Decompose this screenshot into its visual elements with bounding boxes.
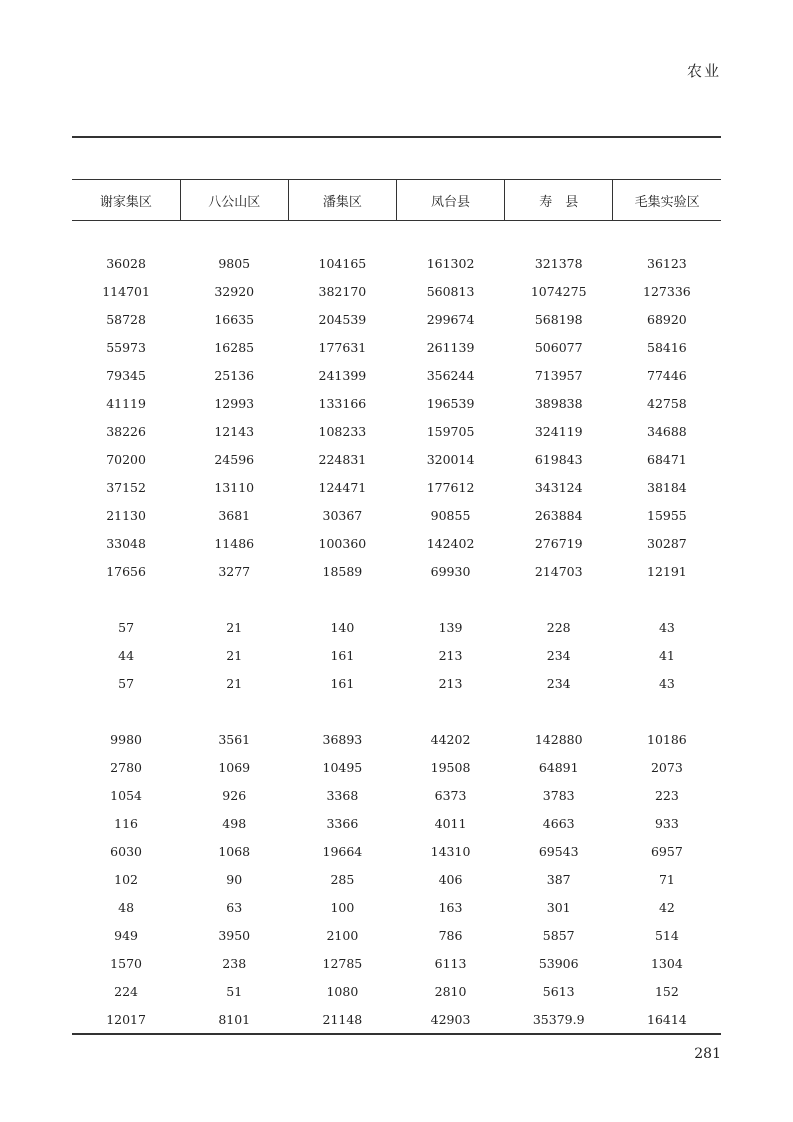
- table-cell: 2100: [326, 927, 359, 943]
- table-cell: 36893: [322, 731, 363, 747]
- column-header-maoji: 毛集实验区: [613, 180, 721, 221]
- table-cell: 79345: [106, 367, 146, 383]
- table-cell: 12993: [214, 395, 255, 411]
- table-cell: 19664: [322, 843, 363, 859]
- table-cell: 43: [658, 675, 675, 691]
- table-cell: 6957: [650, 843, 683, 859]
- table-cell: 177612: [426, 479, 475, 495]
- table-cell: 238: [222, 955, 247, 971]
- table-row: [72, 865, 721, 893]
- table-cell: 234: [546, 675, 571, 691]
- table-row: [72, 529, 721, 557]
- table-cell: 42: [658, 899, 675, 915]
- table-cell: 69930: [430, 563, 471, 579]
- table-row: [72, 445, 721, 473]
- table-cell: 299674: [426, 311, 475, 327]
- table-cell: 57: [118, 675, 135, 691]
- chapter-title: 农业: [686, 62, 721, 80]
- table-cell: 263884: [534, 507, 583, 523]
- table-cell: 933: [654, 815, 679, 831]
- column-header-panji: 潘集区: [288, 180, 396, 221]
- table-cell: 18589: [322, 563, 363, 579]
- spacer-cell: [72, 697, 721, 725]
- table-cell: 285: [330, 871, 355, 887]
- table-cell: 6113: [434, 955, 467, 971]
- table-cell: 1074275: [530, 283, 587, 299]
- table-cell: 53906: [538, 955, 579, 971]
- table-cell: 3950: [218, 927, 251, 943]
- table-cell: 1080: [326, 983, 359, 999]
- table-cell: 38226: [106, 423, 146, 439]
- column-header-xiejiaji: 谢家集区: [72, 180, 180, 221]
- table-row: [72, 781, 721, 809]
- table-cell: 1304: [650, 955, 683, 971]
- table-cell: 506077: [534, 339, 583, 355]
- table-cell: 224: [114, 983, 138, 999]
- spacer-cell: [72, 585, 721, 613]
- table-cell: 33048: [106, 535, 146, 551]
- table-cell: 389838: [534, 395, 583, 411]
- table-cell: 1069: [218, 759, 251, 775]
- table-cell: 2073: [650, 759, 683, 775]
- table-cell: 133166: [318, 395, 367, 411]
- page-number: 281: [694, 1046, 721, 1062]
- table-cell: 58416: [647, 339, 687, 355]
- table-cell: 9805: [218, 255, 251, 271]
- table-cell: 37152: [106, 479, 146, 495]
- table-cell: 25136: [214, 367, 255, 383]
- table-cell: 3277: [218, 563, 251, 579]
- table-cell: 36028: [106, 255, 146, 271]
- table-cell: 42758: [647, 395, 687, 411]
- table-cell: 406: [438, 871, 463, 887]
- table-cell: 12017: [72, 1005, 180, 1034]
- table-cell: 498: [222, 815, 247, 831]
- table-cell: 58728: [106, 311, 146, 327]
- table-cell: 44202: [430, 731, 471, 747]
- table-cell: 30367: [322, 507, 363, 523]
- table-header-row: [72, 180, 721, 221]
- table-cell: 114701: [102, 283, 150, 299]
- table-cell: 13110: [214, 479, 255, 495]
- table-cell: 1054: [110, 787, 142, 803]
- table-cell: 619843: [534, 451, 583, 467]
- table-row: [72, 389, 721, 417]
- table-row: [72, 361, 721, 389]
- table-cell: 19508: [430, 759, 471, 775]
- group-spacer-row: [72, 221, 721, 250]
- table-cell: 9980: [110, 731, 142, 747]
- table-row: [72, 501, 721, 529]
- table-cell: 127336: [643, 283, 691, 299]
- table-cell: 10495: [322, 759, 363, 775]
- table-cell: 16635: [214, 311, 255, 327]
- table-cell: 213: [438, 675, 463, 691]
- table-cell: 161302: [426, 255, 475, 271]
- table-cell: 41119: [106, 395, 146, 411]
- table-cell: 241399: [318, 367, 367, 383]
- table-cell: 70200: [106, 451, 146, 467]
- table-cell: 38184: [647, 479, 687, 495]
- table-cell: 63: [226, 899, 243, 915]
- table-cell: 71: [658, 871, 675, 887]
- table-cell: 10186: [647, 731, 687, 747]
- table-cell: 35379.9: [505, 1005, 613, 1034]
- table-cell: 926: [222, 787, 247, 803]
- table-cell: 116: [114, 815, 138, 831]
- table-cell: 161: [330, 647, 355, 663]
- table-cell: 8101: [180, 1005, 288, 1034]
- table-cell: 3368: [326, 787, 359, 803]
- table-cell: 69543: [538, 843, 579, 859]
- table-cell: 140: [330, 619, 355, 635]
- table-cell: 44: [118, 647, 135, 663]
- statistics-table: [72, 179, 721, 1035]
- table-cell: 108233: [318, 423, 367, 439]
- table-cell: 568198: [534, 311, 583, 327]
- table-cell: 43: [658, 619, 675, 635]
- table-row: [72, 977, 721, 1005]
- table-cell: 949: [114, 927, 138, 943]
- spacer-cell: [72, 221, 721, 250]
- table-cell: 382170: [318, 283, 367, 299]
- table-row: [72, 641, 721, 669]
- table-cell: 3681: [218, 507, 251, 523]
- table-cell: 152: [654, 983, 679, 999]
- table-row: [72, 809, 721, 837]
- table-cell: 276719: [534, 535, 583, 551]
- table-row: [72, 669, 721, 697]
- table-cell: 713957: [534, 367, 583, 383]
- table-cell: 196539: [426, 395, 475, 411]
- table-row: [72, 557, 721, 585]
- group-spacer-row: [72, 585, 721, 613]
- table-row: [72, 333, 721, 361]
- table-row: [72, 613, 721, 641]
- table-cell: 224831: [318, 451, 367, 467]
- statistics-table-container: [72, 179, 721, 1035]
- table-cell: 163: [438, 899, 463, 915]
- table-cell: 15955: [647, 507, 687, 523]
- table-cell: 560813: [426, 283, 475, 299]
- table-row: [72, 893, 721, 921]
- table-cell: 214703: [534, 563, 583, 579]
- table-cell: 64891: [538, 759, 579, 775]
- table-cell: 301: [546, 899, 571, 915]
- table-cell: 223: [654, 787, 679, 803]
- table-cell: 142402: [426, 535, 475, 551]
- table-cell: 77446: [647, 367, 687, 383]
- table-row: [72, 473, 721, 501]
- table-cell: 68920: [647, 311, 687, 327]
- table-cell: 12143: [214, 423, 255, 439]
- table-cell: 320014: [426, 451, 475, 467]
- table-cell: 177631: [318, 339, 367, 355]
- table-row: [72, 277, 721, 305]
- table-cell: 21: [226, 647, 243, 663]
- table-cell: 324119: [534, 423, 583, 439]
- table-cell: 90: [226, 871, 243, 887]
- table-cell: 16285: [214, 339, 255, 355]
- table-cell: 17656: [106, 563, 146, 579]
- table-cell: 2780: [110, 759, 142, 775]
- table-cell: 34688: [647, 423, 687, 439]
- table-cell: 21148: [288, 1005, 396, 1034]
- table-cell: 12785: [322, 955, 363, 971]
- table-cell: 204539: [318, 311, 367, 327]
- table-cell: 2810: [434, 983, 467, 999]
- table-cell: 228: [546, 619, 571, 635]
- table-cell: 24596: [214, 451, 255, 467]
- table-cell: 387: [546, 871, 571, 887]
- table-cell: 57: [118, 619, 135, 635]
- table-cell: 55973: [106, 339, 146, 355]
- table-cell: 16414: [613, 1005, 721, 1034]
- table-cell: 4011: [434, 815, 467, 831]
- table-row: [72, 305, 721, 333]
- top-rule: [72, 136, 721, 138]
- table-cell: 6030: [110, 843, 142, 859]
- table-cell: 1570: [110, 955, 142, 971]
- table-cell: 3783: [542, 787, 575, 803]
- table-cell: 21: [226, 675, 243, 691]
- table-cell: 1068: [218, 843, 251, 859]
- table-cell: 42903: [396, 1005, 504, 1034]
- table-body: [72, 221, 721, 1035]
- table-cell: 6373: [434, 787, 467, 803]
- table-row: [72, 921, 721, 949]
- table-row: [72, 753, 721, 781]
- table-cell: 21: [226, 619, 243, 635]
- table-row: [72, 949, 721, 977]
- table-cell: 36123: [647, 255, 687, 271]
- table-cell: 5613: [542, 983, 575, 999]
- table-cell: 51: [226, 983, 243, 999]
- table-cell: 356244: [426, 367, 475, 383]
- table-cell: 48: [118, 899, 135, 915]
- table-cell: 159705: [426, 423, 475, 439]
- table-row: [72, 249, 721, 277]
- table-cell: 11486: [214, 535, 255, 551]
- table-cell: 14310: [430, 843, 471, 859]
- table-cell: 4663: [542, 815, 575, 831]
- table-cell: 5857: [542, 927, 575, 943]
- table-cell: 100: [330, 899, 355, 915]
- table-cell: 68471: [647, 451, 687, 467]
- table-cell: 514: [654, 927, 679, 943]
- table-row: [72, 837, 721, 865]
- table-cell: 142880: [534, 731, 583, 747]
- column-header-shouxian: 寿 县: [505, 180, 613, 221]
- table-cell: 104165: [318, 255, 367, 271]
- table-cell: 32920: [214, 283, 255, 299]
- table-cell: 343124: [534, 479, 583, 495]
- table-cell: 30287: [647, 535, 687, 551]
- table-cell: 161: [330, 675, 355, 691]
- table-cell: 3366: [326, 815, 359, 831]
- column-header-fengtai: 凤台县: [396, 180, 504, 221]
- table-cell: 213: [438, 647, 463, 663]
- table-cell: 102: [114, 871, 138, 887]
- table-cell: 100360: [318, 535, 367, 551]
- table-cell: 124471: [318, 479, 367, 495]
- table-cell: 786: [438, 927, 463, 943]
- table-cell: 12191: [647, 563, 687, 579]
- table-cell: 234: [546, 647, 571, 663]
- table-cell: 3561: [218, 731, 251, 747]
- table-cell: 21130: [106, 507, 146, 523]
- table-row: [72, 1005, 721, 1034]
- table-cell: 90855: [430, 507, 471, 523]
- table-cell: 321378: [534, 255, 583, 271]
- column-header-bagongshan: 八公山区: [180, 180, 288, 221]
- table-cell: 139: [438, 619, 463, 635]
- group-spacer-row: [72, 697, 721, 725]
- table-row: [72, 417, 721, 445]
- table-cell: 41: [658, 647, 675, 663]
- table-cell: 261139: [426, 339, 475, 355]
- table-row: [72, 725, 721, 753]
